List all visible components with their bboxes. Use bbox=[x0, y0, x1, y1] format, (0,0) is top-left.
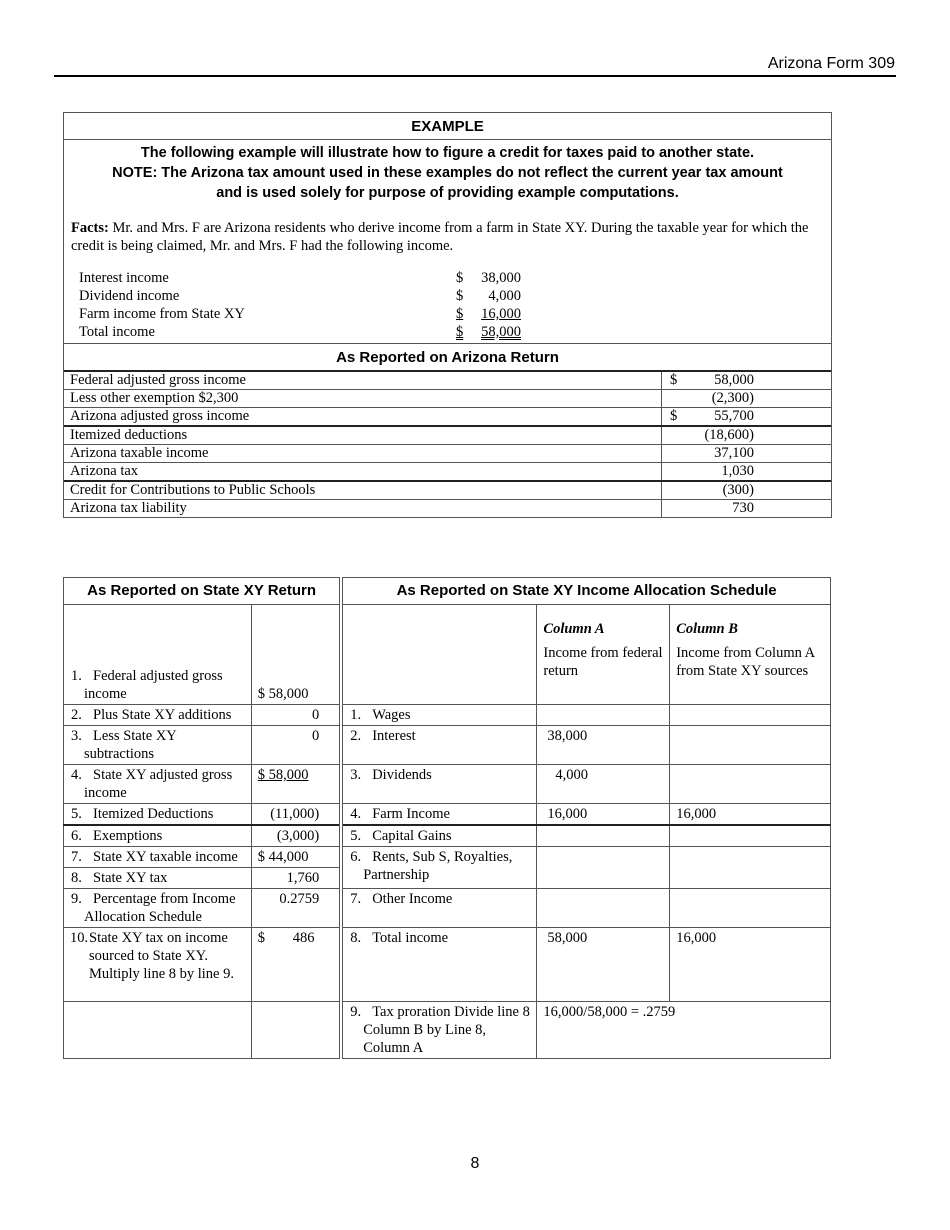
income-row bbox=[79, 269, 831, 287]
income-list bbox=[64, 255, 831, 341]
table-header-row bbox=[64, 578, 831, 605]
form-title: Arizona Form 309 bbox=[767, 55, 895, 72]
allocation-schedule-title: As Reported on State XY Income Allocation Schedule bbox=[341, 578, 830, 605]
income-value: $ 58,000 bbox=[456, 324, 521, 340]
example-box bbox=[63, 112, 832, 518]
table-row: 4. State XY adjusted gross income $ 58,000 3. Dividends 4,000 bbox=[64, 765, 831, 804]
intro-line: and is used solely for purpose of providing example computations. bbox=[216, 185, 679, 201]
table-row: Federal adjusted gross income $ 58,000 bbox=[64, 371, 831, 390]
table-row: 9. Tax proration Divide line 8 Column B by Line 8, Column A 16,000/58,000 = .2759 bbox=[64, 1002, 831, 1059]
table-row: 9. Percentage from Income Allocation Schedule 0.2759 7. Other Income bbox=[64, 889, 831, 928]
table-row: 6. Exemptions (3,000) 5. Capital Gains bbox=[64, 825, 831, 847]
example-title: EXAMPLE bbox=[64, 113, 831, 140]
table-row: 5. Itemized Deductions (11,000) 4. Farm Income 16,000 16,000 bbox=[64, 804, 831, 826]
table-row: 3. Less State XY subtractions 0 2. Interest 38,000 bbox=[64, 726, 831, 765]
header-rule bbox=[54, 75, 896, 77]
state-xy-return-title: As Reported on State XY Return bbox=[64, 578, 342, 605]
table-row: Less other exemption $2,300 (2,300) bbox=[64, 390, 831, 408]
income-label: Dividend income bbox=[79, 288, 180, 304]
state-xy-table bbox=[63, 577, 831, 1059]
income-value: $ 38,000 bbox=[456, 270, 521, 286]
income-label: Interest income bbox=[79, 270, 169, 286]
income-row bbox=[79, 287, 831, 305]
income-value: $ 4,000 bbox=[456, 288, 521, 304]
facts-label: Facts: bbox=[71, 220, 109, 236]
table-row: Arizona tax 1,030 bbox=[64, 463, 831, 482]
table-row: Credit for Contributions to Public Schools (300) bbox=[64, 481, 831, 500]
table-row: 10.State XY tax on income sourced to State XY. Multiply line 8 by line 9. $ 486 8. Total income 58,000 16,000 bbox=[64, 928, 831, 1002]
column-a-header: Column A Income from federal return bbox=[537, 605, 670, 705]
table-row: 1. Federal adjusted gross income $ 58,000 Column A Income from federal return Column B Income from Column A from State XY sources bbox=[64, 605, 831, 705]
table-row: Arizona adjusted gross income $ 55,700 bbox=[64, 408, 831, 427]
table-row: 2. Plus State XY additions 0 1. Wages bbox=[64, 705, 831, 726]
facts-paragraph bbox=[64, 203, 831, 255]
arizona-return-title: As Reported on Arizona Return bbox=[64, 343, 831, 370]
table-row: Arizona taxable income 37,100 bbox=[64, 445, 831, 463]
example-intro bbox=[64, 140, 831, 203]
column-b-header: Column B Income from Column A from State XY sources bbox=[670, 605, 831, 705]
intro-line: NOTE: The Arizona tax amount used in these examples do not reflect the current year tax amount bbox=[112, 165, 783, 181]
income-row-total bbox=[79, 323, 831, 341]
income-label: Total income bbox=[79, 324, 155, 340]
facts-text: Mr. and Mrs. F are Arizona residents who derive income from a farm in State XY. During the taxable year for which the credit is being claimed, Mr. and Mrs. F had the following income. bbox=[71, 220, 809, 254]
table-row: Itemized deductions (18,600) bbox=[64, 426, 831, 445]
intro-line: The following example will illustrate how to figure a credit for taxes paid to another state. bbox=[140, 145, 755, 161]
table-row: 7. State XY taxable income $ 44,000 6. Rents, Sub S, Royalties, Partnership bbox=[64, 847, 831, 868]
income-value: $ 16,000 bbox=[456, 306, 521, 322]
arizona-return-table bbox=[64, 370, 831, 517]
table-row: 8. State XY tax 1,760 bbox=[64, 868, 831, 889]
income-row bbox=[79, 305, 831, 323]
page-number: 8 bbox=[470, 1155, 480, 1172]
income-label: Farm income from State XY bbox=[79, 306, 245, 322]
table-row: Arizona tax liability 730 bbox=[64, 500, 831, 518]
